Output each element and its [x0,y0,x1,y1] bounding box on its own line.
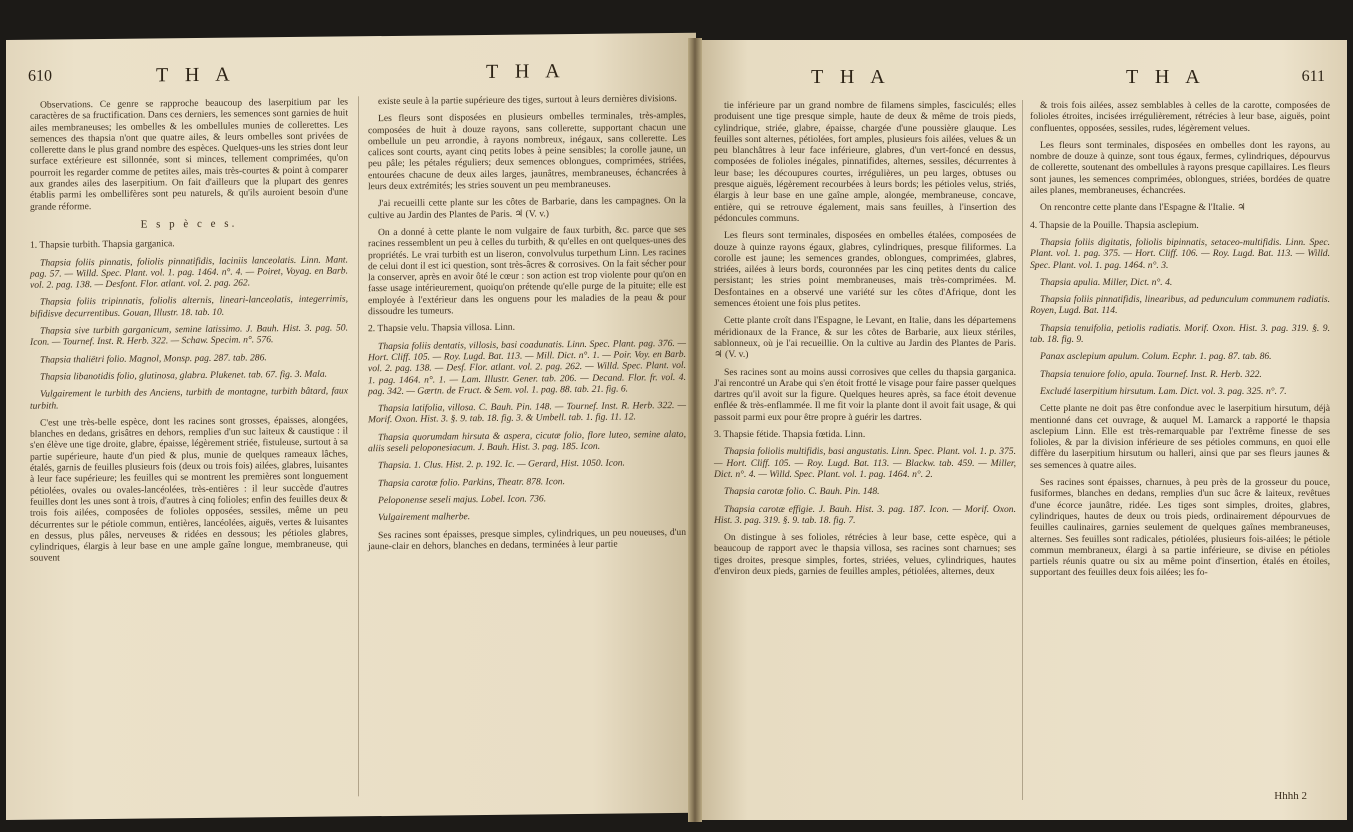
paragraph: Panax asclepium apulum. Colum. Ecphr. 1. pag. 87. tab. 86. [1040,351,1272,363]
paragraph: On a donné à cette plante le nom vulgaire de faux turbith, &c. parce que ses racines ressemblent un peu à celles du turbith, & qu'elles en ont quelques-unes des propriétés. Le vrai turbith est un liseron, convolvulus turpethum Linn. Les racines de celui dont il est ici question, sont très-âcres & corrosives. On la fait sécher pour la conserver, après en avoir ôté le cœur : son action est trop violente pour qu'on en fasse usage intérieurement, quoiqu'on prétende qu'elle purge de la pituite; elle est employée à l'extérieur dans les onguens pour les maladies de la peau & pour dissoudre les tumeurs. [368,223,686,318]
paragraph: Thapsia libanotidis folio, glutinosa, glabra. Plukenet. tab. 67. fig. 3. Mala. [40,368,328,383]
paragraph: Thapsia carotæ effigie. J. Bauh. Hist. 3. pag. 187. Icon. — Morif. Oxon. Hist. 3. pag. 319. §. 9. tab. 18. fig. 7. [714,503,1016,526]
paragraph: Les fleurs sont terminales, disposées en ombelles dont les rayons, au nombre de douze à quinze, sont tous égaux, fermes, cylindriques, dépourvus de collerette, soutenant des ombellules à rayons presque capillaires. Les fleurs sont jaunes, les semences comprimées, oblongues, striées, bordées de quatre ailes planes, membraneuses, échancrées. [1030,139,1330,197]
paragraph: J'ai recueilli cette plante sur les côtes de Barbarie, dans les campagnes. On la cultive au Jardin des Plantes de Paris. ♃ (V. v.) [368,195,686,221]
paragraph: Thapsia foliis digitatis, foliolis bipinnatis, setaceo-multifidis. Linn. Spec. Plant. vol. 1. pag. 375. — Hort. Cliff. 106. — Roy. Lugd. Bat. 113. — Willd. Spec. Plant. vol. 1. pag. 1464. n°. 3. [1030,236,1330,271]
left-page [6,33,696,820]
paragraph: Thapsia latifolia, villosa. C. Bauh. Pin. 148. — Tournef. Inst. R. Herb. 322. — Morif. Oxon. Hist. 3. §. 9. tab. 18. fig. 3. & Umbell. tab. 1. fig. 11. 12. [368,400,686,426]
paragraph: Thapsia thaliëtri folio. Magnol, Monsp. pag. 287. tab. 286. [40,351,267,366]
paragraph: Thapsia foliis pinnatis, foliolis pinnatifidis, laciniis lanceolatis. Linn. Mant. pag. 57. — Willd. Spec. Plant. vol. 1. pag. 1464. n°. 4. — Poiret, Voyag. en Barb. vol. 2. pag. 138. — Desfont. Flor. atlant. vol. 2. pag. 262. [30,253,348,291]
page-number: 611 [1301,68,1325,85]
running-header: T H A [811,66,891,88]
paragraph: Thapsia tenuifolia, petiolis radiatis. Morif. Oxon. Hist. 3. pag. 319. §. 9. tab. 18. fig. 9. [1030,322,1330,346]
page-number: 610 [28,67,52,85]
paragraph: 4. Thapsie de la Pouille. Thapsia asclepium. [1030,219,1199,231]
paragraph: Ses racines sont au moins aussi corrosives que celles du thapsia garganica. J'ai rencontré un Arabe qui s'en étoit frotté le visage pour faire passer quelques dartres qu'il avoit sur la figure. Quelques heures après, sa face étoit devenue enflée & très-enflammée. Il me fit voir la plante dont il avoit fait usage, & qui passoit parmi eux pour être propre à guérir les dartres. [714,366,1016,423]
paragraph: E s p è c e s. [140,217,238,231]
paragraph: & trois fois ailées, assez semblables à celles de la carotte, composées de folioles étroites, incisées irrégulièrement, rétrécies à leur base, aiguës, point confluentes, opposées, sessiles, rudes, légèrement velues. [1030,100,1330,134]
paragraph: Thapsia carotæ folio. Parkins, Theatr. 878. Icon. [378,475,565,489]
paragraph: Peloponense seseli majus. Lobel. Icon. 736. [378,493,547,507]
text-column [1030,100,1330,585]
text-column [30,96,348,570]
text-column [714,100,1016,583]
paragraph: 3. Thapsie fétide. Thapsia fœtida. Linn. [714,429,866,441]
paragraph: Les fleurs sont disposées en plusieurs ombelles terminales, très-amples, composées de huit à douze rayons, sans collerette, supportant chacun une ombellule un peu arrondie, à rayons nombreux, inégaux, sans collerette. Les calices sont courts, ayant cinq petits lobes à peine sensibles; la corolle jaune, un peu pâle; les pétales réguliers; deux semences oblongues, comprimées, striées, entourées chacune de deux ailes larges, jaunâtres, membraneuses, échancrées à leurs deux extrémités; les stries souvent un peu membraneuses. [368,110,686,193]
paragraph: Thapsia foliis tripinnatis, foliolis alternis, lineari-lanceolatis, integerrimis, bifidisve decurrentibus. Gouan, Illustr. 18. tab. 10. [30,293,348,320]
paragraph: Cette plante ne doit pas être confondue avec le laserpitium hirsutum, déjà mentionné dans cet ouvrage, & auquel M. Lamarck a rapporté le thapsia asclepium Linn. Elle est très-remarquable par l'extrême finesse de ses folioles, & par la division inférieure de ses pétioles communs, en quoi elle diffère du laserpitium hirsutum ou halleri, ainsi que par ses fleurs jaunes & ses semences à quatre ailes. [1030,403,1330,471]
paragraph: tie inférieure par un grand nombre de filamens simples, fasciculés; elles produisent une tige presque simple, haute de deux & même de trois pieds, cylindrique, striée, glabre, épaisse, chargée d'une poussière glauque. Les feuilles sont alternes, pétiolées, fort amples, plusieurs fois ailées, velues & un peu blanchâtres à leur face inférieure, glabres, d'un vert-foncé en dessus, composées de folioles inégales, pinnatifides, alternes, sessiles, décurrentes à leur base; les découpures courtes, irrégulières, un peu larges, obtuses ou presque aiguës, légèrement recourbées à leurs bords; les pétioles velus, striés, élargis à leur base en une gaîne ample, alongée, membraneuse, concave, entière, qui se retrouve également, mais sans feuilles, à l'insertion des pédoncules communs. [714,100,1016,224]
paragraph: 1. Thapsie turbith. Thapsia garganica. [30,238,175,252]
paragraph: Ses racines sont épaisses, charnues, à peu près de la grosseur du pouce, fusiformes, blanches en dedans, remplies d'un suc âcre & laiteux, revêtues d'une écorce jaunâtre, ridée. Les tiges sont simples, droites, glabres, cylindriques, hautes de deux ou trois pieds, ordinairement dépourvues de feuilles caulinaires, garnies seulement de quelques gaînes membraneuses, alternes. Ses feuilles sont radicales, pétiolées, plusieurs fois-ailées; le pétiole commun membraneux, élargi à sa partie inférieure, se divise en pétioles partiels réunis quatre ou six au même point d'insertion, étalés en étoiles, supportant des feuilles deux fois ailées; les fo- [1030,477,1330,579]
paragraph: existe seule à la partie supérieure des tiges, surtout à leurs dernières divisions. [378,92,677,108]
paragraph: Ses racines sont épaisses, presque simples, cylindriques, un peu noueuses, d'un jaune-clair en dehors, blanches en dedans, terminées à leur partie [368,526,686,553]
paragraph: Thapsia foliis pinnatifidis, linearibus, ad pedunculum communem radiatis. Royen, Lugd. Bat. 114. [1030,294,1330,317]
right-page [696,40,1347,820]
paragraph: Excludé laserpitium hirsutum. Lam. Dict. vol. 3. pag. 325. n°. 7. [1040,385,1287,397]
running-header: T H A [486,60,566,83]
paragraph: Les fleurs sont terminales, disposées en ombelles étalées, composées de douze à quinze rayons égaux, glabres, cylindriques, presque filiformes. La corolle est jaune; les semences grandes, oblongues, comprimées, glabres, striées, ailées à leurs bords, couronnées par les cinq petites dents du calice persistant; les stries point membraneuses, mais très-comprimées. M. Desfontaines en a observé une variété sur les côtes d'Afrique, dont les semences étoient une fois plus petites. [714,230,1016,310]
book-gutter [688,38,702,822]
paragraph: On distingue à ses folioles, rétrécies à leur base, cette espèce, qui a beaucoup de rapport avec le thapsia villosa, ses racines sont charnues; ses tiges droites, presque simples, fortes, striées, velues, cylindriques, hautes d'environ deux pieds, garnies de feuilles amples, pétiolées, alternes, deux [714,532,1016,577]
paragraph: Thapsia foliis dentatis, villosis, basi coadunatis. Linn. Spec. Plant. pag. 376. — Hort. Cliff. 105. — Roy. Lugd. Bat. 113. — Mill. Dict. n°. 1. — Poir. Voy. en Barb. vol. 2. pag. 138. — Desf. Flor. atlant. vol. 2. pag. 262. — Willd. Spec. Plant. vol. 1. pag. 1464. n°. 1. — Lam. Illustr. Gener. tab. 206. — Decand. Flor. fr. vol. 4. pag. 342. — Gærtn. de Fruct. & Sem. vol. 1. pag. 88. tab. 21. fig. 6. [368,337,686,398]
paragraph: Thapsia quorumdam hirsuta & aspera, cicutæ folio, flore luteo, semine alato, aliis seseli peloponesiacum. J. Bauh. Hist. 3. pag. 185. Icon. [368,428,686,455]
paragraph: Vulgairement le turbith des Anciens, turbith de montagne, turbith bâtard, faux turbith. [30,385,348,412]
paragraph: On rencontre cette plante dans l'Espagne & l'Italie. ♃ [1040,202,1246,214]
text-column [368,93,686,558]
paragraph: Thapsia apulia. Miller, Dict. n°. 4. [1040,276,1173,288]
paragraph: Thapsia foliolis multifidis, basi angustatis. Linn. Spec. Plant. vol. 1. p. 375. — Hort. Cliff. 105. — Roy. Lugd. Bat. 113. — Blackw. tab. 459. — Miller, Dict. n°. 4. — Willd. Spec. Plant. vol. 1. pag. 1464. n°. 2. [714,446,1016,480]
paragraph: Thapsia tenuiore folio, apula. Tournef. Inst. R. Herb. 322. [1040,368,1262,380]
paragraph: Cette plante croît dans l'Espagne, le Levant, en Italie, dans les départemens méridionaux de la France, & sur les côtes de Barbarie, aux lieux stériles, sablonneux, où je l'ai recueillie. On la cultive au Jardin des Plantes de Paris. ♃ (V. v.) [714,315,1016,361]
running-header: T H A [1126,66,1206,88]
paragraph: Thapsia carotæ folio. C. Bauh. Pin. 148. [724,486,880,498]
column-rule [1022,100,1023,800]
paragraph: Observations. Ce genre se rapproche beaucoup des laserpitium par les caractères de sa fructification. Dans ces derniers, les semences sont garnies de huit ailes membraneuses; les ombelles & les ombellules munies de collerettes. Les semences des thapsia n'ont que quatre ailes, & leurs ombelles sont privées de collerette dans le plus grand nombre des espèces. Quelques-uns les stries dont leur surface extérieure est sillonnée, sont si minces, tellement comprimées, qu'on pourroit les regarder comme de petites ailes, mais très-courtes & point à comparer aux grandes ailes des laserpitium. On fait d'ailleurs que la plupart des genres établis parmi les ombellifères sont peu naturels, & qu'ils auroient besoin d'une grande réforme. [30,96,348,213]
paragraph: Vulgairement malherbe. [378,511,471,524]
column-rule [358,96,359,796]
paragraph: C'est une très-belle espèce, dont les racines sont grosses, épaisses, alongées, blanches en dedans, grisâtres en dehors, remplies d'un suc laiteux & caustique : il s'en élève une tige droite, glabre, épaisse, légèrement striée, fistuleuse, surtout à sa partie supérieure, haute d'un pied & plus, munie de quelques rameaux lâches, étalés, garnis de feuilles plusieurs fois (deux ou trois fois) ailées, glabres, luisantes à leur face supérieure; les feuilles qui se montrent les premières sont longuement pétiolées, ovales ou ovales-lancéolées, très-entières : il leur succède d'autres feuilles dont les unes sont à trois, d'autres à cinq folioles; enfin des feuilles deux & trois fois ailées, composées de folioles opposées, sessiles, même un peu décurrentes sur le pétiole commun, entières, lancéolées, aiguës, vertes & luisantes en dessus, plus pâles, nerveuses & ridées en dessous; les pétioles glabres, cylindriques, élargis à leur base en une ample gaîne longue, membraneuse, qui souvent [30,414,348,565]
paragraph: 2. Thapsie velu. Thapsia villosa. Linn. [368,322,515,335]
paragraph: Thapsia sive turbith garganicum, semine latissimo. J. Bauh. Hist. 3. pag. 50. Icon. — Tournef. Inst. R. Herb. 322. — Schaw. Specim. n°. 576. [30,322,348,349]
running-header: T H A [156,63,236,87]
paragraph: Thapsia. 1. Clus. Hist. 2. p. 192. Ic. — Gerard, Hist. 1050. Icon. [378,457,625,472]
signature-mark: Hhhh 2 [1274,790,1307,802]
